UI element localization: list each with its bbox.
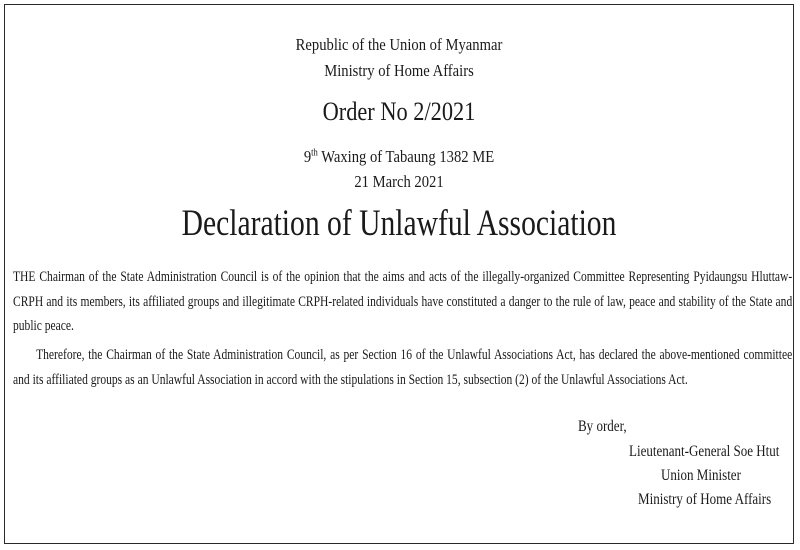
body-paragraph-2 bbox=[13, 343, 792, 392]
myanmar-date bbox=[60, 147, 738, 167]
ministry-heading: Ministry of Home Affairs bbox=[324, 61, 474, 80]
body-paragraph-1-text: THE Chairman of the State Administration Council is of the opinion that the aims and acts of the illegally-organized Committee Representing Pyidaungsu Hluttaw-CRPH and its members, its affiliated groups and illegitimate CRPH-related individuals have constituted a danger to the rule of law, peace and stability of the State and public peace. bbox=[13, 269, 793, 334]
republic-heading: Republic of the Union of Myanmar bbox=[295, 35, 503, 54]
declaration-title: Declaration of Unlawful Association bbox=[181, 203, 617, 244]
signatory-ministry: Ministry of Home Affairs bbox=[638, 491, 772, 508]
gregorian-date: 21 March 2021 bbox=[354, 172, 444, 191]
body-paragraph-2-text: Therefore, the Chairman of the State Administration Council, as per Section 16 of the Unlawful Associations Act, has declared the above-mentioned committee and its affiliated groups as an Unlawful Association in accord with the stipulations in Section 15, subsection (2) of the Unlawful Associations Act. bbox=[13, 347, 793, 388]
signatory-name: Lieutenant-General Soe Htut bbox=[629, 443, 780, 460]
official-notice bbox=[4, 4, 794, 544]
myanmar-date-rest: Waxing of Tabaung 1382 ME bbox=[317, 147, 495, 166]
myanmar-date-day: 9 bbox=[303, 147, 312, 166]
body-paragraph-1 bbox=[13, 265, 792, 339]
signatory-title: Union Minister bbox=[661, 467, 741, 484]
myanmar-date-suffix: th bbox=[311, 147, 318, 159]
order-number: Order No 2/2021 bbox=[322, 97, 476, 126]
by-order-label: By order, bbox=[578, 418, 627, 435]
